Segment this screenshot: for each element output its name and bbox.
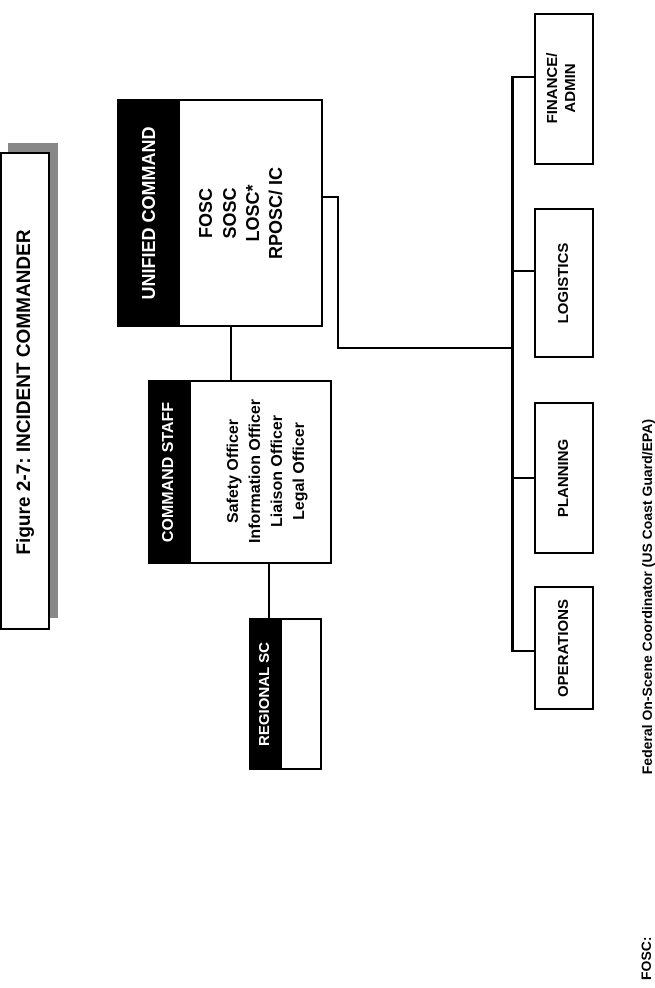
command-staff-member-information: Information Officer [247, 399, 264, 544]
unified-command-member-losc: LOSC* [243, 184, 263, 242]
connector-uc-to-command-staff [230, 327, 232, 381]
command-staff-member-safety: Safety Officer [225, 418, 242, 524]
unified-command-member-sosc: SOSC [220, 187, 240, 239]
figure-title: Figure 2-7: INCIDENT COMMANDER [14, 229, 35, 555]
footnote-definition: Federal On-Scene Coordinator (US Coast Guard/EPA) [639, 419, 655, 775]
connector-uc-to-spine [337, 347, 512, 349]
finance-admin-label: FINANCE/ ADMIN [544, 52, 579, 124]
footnote-term: FOSC: [638, 936, 654, 980]
branch-finance [511, 76, 535, 78]
operations-label: OPERATIONS [555, 598, 572, 698]
command-staff-title: COMMAND STAFF [160, 401, 177, 543]
connector-uc-down [337, 196, 339, 349]
command-staff-member-legal: Legal Officer [291, 422, 308, 520]
branch-planning [511, 477, 535, 479]
branch-operations [511, 650, 535, 652]
connector-command-staff-to-regional [268, 564, 270, 619]
unified-command-title: UNIFIED COMMAND [139, 126, 159, 300]
sections-spine [511, 76, 514, 652]
unified-command-member-rposc: RPOSC/ IC [266, 167, 286, 260]
branch-logistics [511, 270, 535, 272]
planning-label: PLANNING [555, 438, 572, 518]
regional-sc-title: REGIONAL SC [256, 642, 273, 746]
command-staff-member-liaison: Liaison Officer [269, 414, 286, 528]
logistics-label: LOGISTICS [555, 242, 572, 324]
unified-command-member-fosc: FOSC [196, 188, 216, 239]
